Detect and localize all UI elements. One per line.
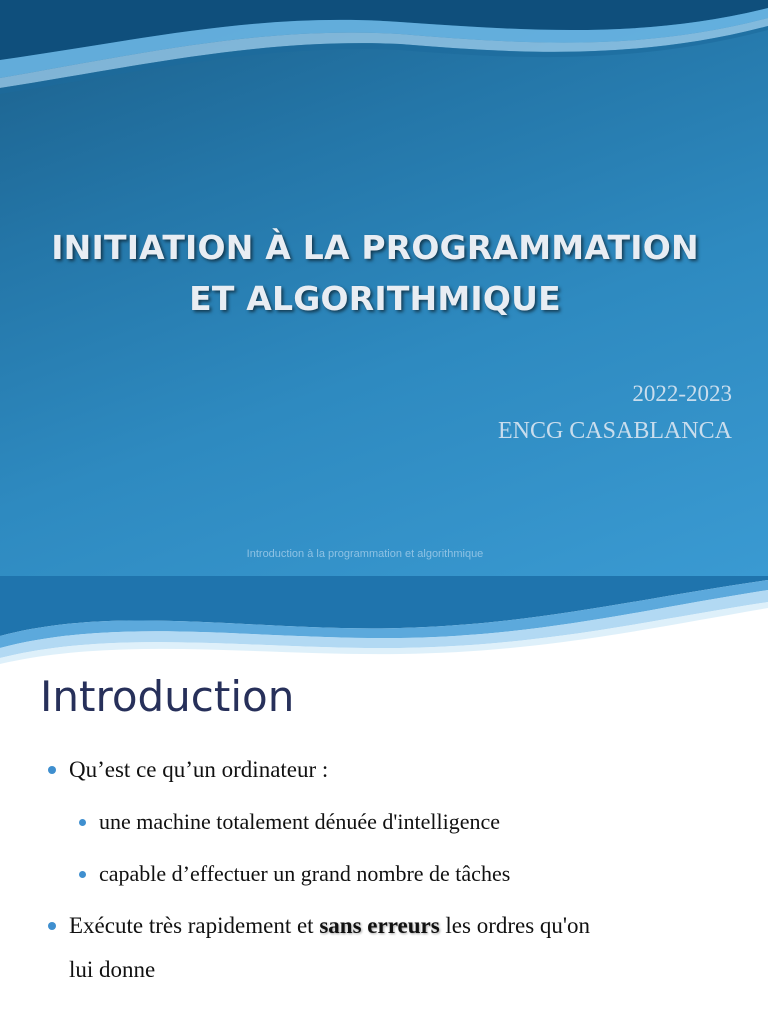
bullet-icon <box>79 871 86 878</box>
sub-bullet-item <box>99 800 500 844</box>
bullet-emphasis: sans erreurs <box>319 913 440 938</box>
wave-decoration <box>0 576 768 666</box>
bullet-icon <box>79 819 86 826</box>
sub-bullet-item <box>99 852 510 896</box>
bullet-text-before: Exécute très rapidement et <box>69 913 320 938</box>
academic-year: 2022-2023 <box>632 381 732 406</box>
title-line-2: ET ALGORITHMIQUE <box>189 279 561 318</box>
bullet-icon <box>48 922 56 930</box>
bullet-icon <box>48 766 56 774</box>
presentation-title <box>0 222 750 324</box>
bullet-item <box>69 748 328 792</box>
school-name: ENCG CASABLANCA <box>497 418 732 444</box>
title-line-1: INITIATION À LA PROGRAMMATION <box>51 228 699 267</box>
bullet-text: une machine totalement dénuée d'intelligence <box>99 809 501 834</box>
bullet-item <box>69 904 729 992</box>
slide-footer: Introduction à la programmation et algorithmique <box>246 548 484 560</box>
bullet-text: Qu’est ce qu’un ordinateur : <box>69 757 329 782</box>
introduction-slide <box>0 576 768 1024</box>
bullet-text-line2: lui donne <box>69 957 156 982</box>
slide-title: Introduction <box>40 672 295 721</box>
wave-decoration <box>0 0 768 100</box>
bullet-text-after: les ordres qu'on <box>439 913 591 938</box>
bullet-text: capable d’effectuer un grand nombre de tâches <box>99 861 511 886</box>
